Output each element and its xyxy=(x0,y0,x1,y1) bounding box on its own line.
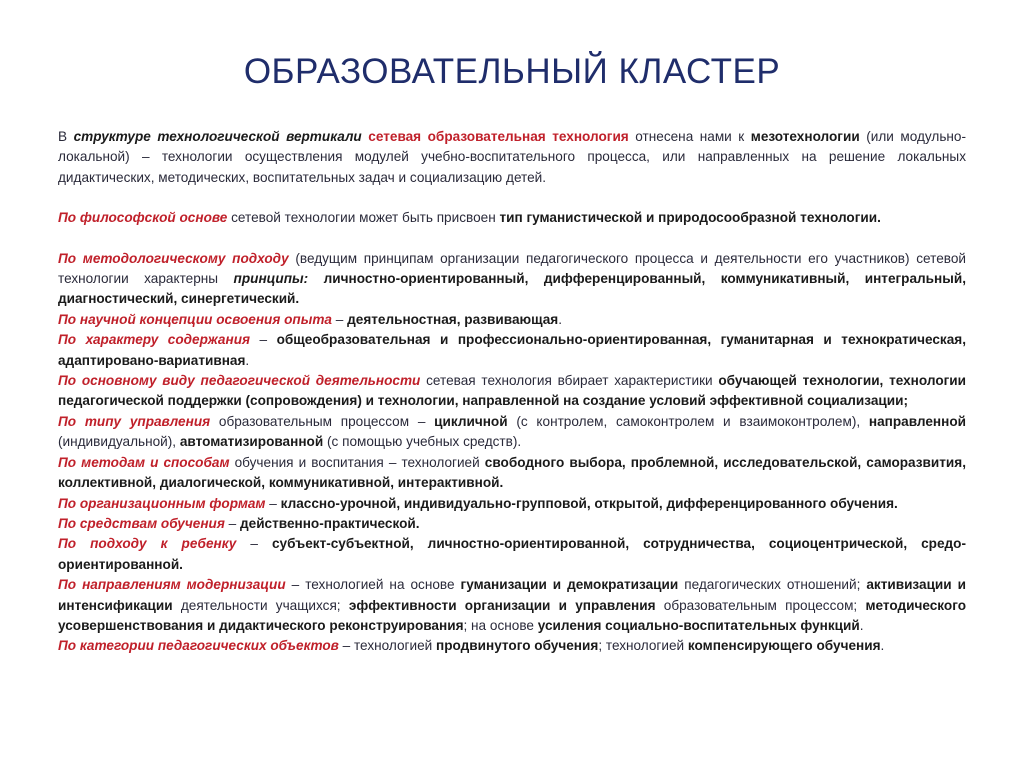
modernization-emphasis: активизации и интенсификации xyxy=(58,577,966,613)
philosophy-label: По философской основе xyxy=(58,210,228,226)
forms-emphasis: классно-урочной, индивидуально-групповой, открытой, дифференцированного обучения. xyxy=(280,495,898,511)
philosophy-emphasis: тип гуманистической и природосообразной технологии. xyxy=(499,210,881,226)
management-text: (с контролем, самоконтролем и взаимоконтролем), xyxy=(507,413,869,429)
intro-text: отнесена нами к xyxy=(628,129,751,144)
content-type-label: По характеру содержания xyxy=(58,332,250,348)
spacer xyxy=(58,229,966,249)
forms-paragraph xyxy=(58,494,966,514)
objects-text: . xyxy=(880,638,885,654)
management-text: (индивидуальной), xyxy=(58,434,180,450)
method-emphasis: принципы: xyxy=(233,271,309,287)
objects-emphasis: продвинутого обучения xyxy=(436,638,599,654)
objects-text: ; технологией xyxy=(598,638,688,654)
objects-text: – технологией xyxy=(338,638,437,654)
intro-text: В xyxy=(58,129,74,144)
concept-text: – xyxy=(332,311,348,327)
concept-text: . xyxy=(558,311,563,327)
modernization-text: образовательным процессом; xyxy=(655,597,866,613)
modernization-label: По направлениям модернизации xyxy=(58,577,286,593)
objects-label: По категории педагогических объектов xyxy=(58,638,339,654)
intro-emphasis: мезотехнологии xyxy=(750,129,860,144)
method-paragraph xyxy=(58,249,966,310)
child-text: – xyxy=(236,536,272,552)
method-text: (ведущим принципам организации педагогического процесса и деятельности его участников) сетевой технологии характерны xyxy=(58,250,966,287)
concept-label: По научной концепции освоения опыта xyxy=(58,311,332,327)
child-label: По подходу к ребенку xyxy=(58,536,237,552)
modernization-text: ; на основе xyxy=(463,617,538,633)
management-paragraph xyxy=(58,412,966,453)
means-emphasis: действенно-практической. xyxy=(240,515,420,531)
modernization-emphasis: гуманизации и демократизации xyxy=(460,577,679,593)
methods-paragraph xyxy=(58,453,966,494)
content-type-emphasis: общеобразовательная и профессионально-ориентированная, гуманитарная и технократическая, адаптировано-вариативная xyxy=(58,332,966,368)
activity-emphasis: обучающей технологии, технологии педагогической поддержки (сопровождения) и технологии, направленной на создание условий эффективной социализации; xyxy=(58,373,966,409)
means-label: По средствам обучения xyxy=(58,515,225,531)
intro-text: (или модульно-локальной) – технологии осуществления модулей учебно-воспитательного процесса, или направленных на решение локальных дидактических, методических, воспитательных задач и социализацию детей. xyxy=(58,129,967,185)
concept-paragraph xyxy=(58,310,966,330)
spacer xyxy=(58,188,966,208)
modernization-emphasis: методического усовершенствования и дидактического реконструирования xyxy=(58,597,967,633)
modernization-paragraph xyxy=(58,575,966,636)
intro-emphasis: структуре технологической вертикали xyxy=(73,129,362,144)
modernization-emphasis: эффективности организации и управления xyxy=(348,597,656,613)
philosophy-paragraph xyxy=(58,208,966,228)
forms-text: – xyxy=(265,495,281,511)
management-text: образовательным процессом – xyxy=(210,413,435,429)
intro-paragraph xyxy=(58,127,966,188)
child-paragraph xyxy=(58,534,966,575)
child-emphasis: субъект-субъектной, личностно-ориентированной, сотрудничества, социоцентрической, средо-ориентированной. xyxy=(58,536,966,572)
concept-emphasis: деятельностная, развивающая xyxy=(347,311,559,327)
forms-label: По организационным формам xyxy=(58,495,266,511)
methods-label: По методам и способам xyxy=(58,454,230,470)
objects-paragraph xyxy=(58,636,966,656)
means-text: – xyxy=(224,515,240,531)
activity-text: сетевая технология вбирает характеристики xyxy=(420,373,719,389)
management-emphasis: направленной xyxy=(868,413,966,429)
method-emphasis: личностно-ориентированный, дифференцированный, коммуникативный, интегральный, диагностический, синергетический. xyxy=(58,271,966,307)
content-type-text: . xyxy=(245,352,250,368)
modernization-text: деятельности учащихся; xyxy=(172,597,349,613)
management-label: По типу управления xyxy=(58,413,211,429)
management-emphasis: цикличной xyxy=(434,413,508,429)
management-emphasis: автоматизированной xyxy=(179,434,324,450)
slide-content xyxy=(58,127,966,657)
modernization-text: педагогических отношений; xyxy=(678,577,867,593)
content-type-text: – xyxy=(250,332,277,348)
intro-highlight: сетевая образовательная технология xyxy=(368,129,629,144)
modernization-emphasis: усиления социально-воспитательных функций xyxy=(537,617,860,633)
means-paragraph xyxy=(58,514,966,534)
modernization-text: – технологией на основе xyxy=(285,577,461,593)
modernization-text: . xyxy=(859,617,864,633)
methods-text: обучения и воспитания – технологией xyxy=(229,454,485,470)
slide-title: ОБРАЗОВАТЕЛЬНЫЙ КЛАСТЕР xyxy=(243,52,781,91)
activity-label: По основному виду педагогической деятельности xyxy=(58,373,421,389)
method-label: По методологическому подходу xyxy=(58,250,289,266)
activity-paragraph xyxy=(58,371,966,412)
content-type-paragraph xyxy=(58,330,966,371)
management-text: (с помощью учебных средств). xyxy=(323,434,522,450)
methods-emphasis: свободного выбора, проблемной, исследовательской, саморазвития, коллективной, диалогической, коммуникативной, интерактивной. xyxy=(58,454,966,491)
objects-emphasis: компенсирующего обучения xyxy=(687,638,881,654)
philosophy-text: сетевой технологии может быть присвоен xyxy=(227,210,500,226)
